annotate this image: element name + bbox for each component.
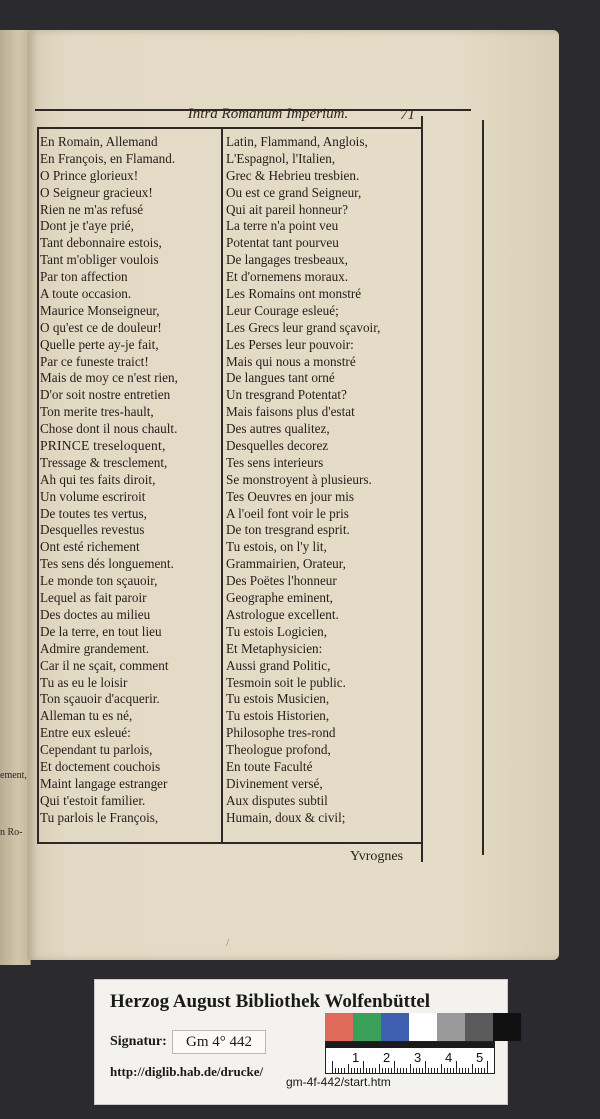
paper-mark: / xyxy=(226,937,230,949)
verse-line: Et doctement couchois xyxy=(40,758,161,774)
verse-line: Chose dont il nous chault. xyxy=(40,421,178,437)
verse-line: Qui t'estoit familier. xyxy=(40,792,146,808)
verse-line: A toute occasion. xyxy=(40,286,132,302)
ruler-tick xyxy=(475,1068,476,1073)
verse-line: Dont je t'aye prié, xyxy=(40,218,134,234)
ruler-tick xyxy=(406,1068,407,1073)
ruler-dark-band xyxy=(326,1042,494,1048)
verse-line: Latin, Flammand, Anglois, xyxy=(226,134,368,149)
ruler-number: 4 xyxy=(445,1050,453,1065)
verse-line: Grec & Hebrieu tresbien. xyxy=(226,167,360,183)
verse-line: Theologue profond, xyxy=(226,742,331,758)
color-swatch xyxy=(353,1013,381,1041)
verse-line: O Prince glorieux! xyxy=(40,167,139,183)
verse-line: Aux disputes subtil xyxy=(226,792,328,808)
verse-line: Tu estois Musicien, xyxy=(226,691,330,707)
ruler-tick xyxy=(400,1068,401,1073)
verse-line: Tant m'obliger voulois xyxy=(40,252,159,268)
ruler-tick xyxy=(354,1068,355,1073)
margin-fragment: ement, xyxy=(0,770,27,781)
verse-line: Tu parlois le François, xyxy=(40,809,159,825)
verse-line: Qui ait pareil honneur? xyxy=(226,201,348,217)
verse-line: Tes sens dés longuement. xyxy=(40,556,174,572)
verse-line: Tu estois Logicien, xyxy=(226,623,327,639)
color-swatch xyxy=(409,1013,437,1041)
verse-line: De la terre, en tout lieu xyxy=(40,623,162,639)
verse-line: Mais de moy ce n'est rien, xyxy=(40,370,178,386)
color-swatch xyxy=(325,1013,353,1041)
verse-line: Tu estois Historien, xyxy=(226,708,330,724)
ruler-tick xyxy=(348,1064,349,1073)
ruler-tick xyxy=(335,1068,336,1073)
verse-line: Tes sens interieurs xyxy=(226,454,324,470)
ruler-tick xyxy=(487,1061,488,1073)
verse-line: Des doctes au milieu xyxy=(40,606,151,622)
verse-line: Des autres qualitez, xyxy=(226,421,330,437)
verse-line: Desquelles revestus xyxy=(40,522,145,538)
ruler-number: 5 xyxy=(476,1050,484,1065)
ruler-tick xyxy=(453,1068,454,1073)
ruler-tick xyxy=(481,1068,482,1073)
ruler-tick xyxy=(388,1068,389,1073)
verse-line: O qu'est ce de douleur! xyxy=(40,319,162,335)
color-swatch xyxy=(381,1013,409,1041)
color-swatch xyxy=(437,1013,465,1041)
verse-line: Et d'ornemens moraux. xyxy=(226,269,349,285)
ruler-tick xyxy=(472,1064,473,1073)
verse-line: Alleman tu es né, xyxy=(40,708,133,724)
verse-line: Tu as eu le loisir xyxy=(40,674,128,690)
ruler-tick xyxy=(456,1061,457,1073)
verse-line: Les Grecs leur grand sçavoir, xyxy=(226,319,381,335)
ruler-tick xyxy=(372,1068,373,1073)
ruler-tick xyxy=(413,1068,414,1073)
verse-line: Quelle perte ay-je fait, xyxy=(40,336,159,352)
ruler-tick xyxy=(425,1061,426,1073)
outer-margin-rule xyxy=(482,120,484,855)
verse-line: Admire grandement. xyxy=(40,640,150,656)
verse-line: Ou est ce grand Seigneur, xyxy=(226,184,362,200)
left-verse-column xyxy=(40,134,225,827)
ruler-tick xyxy=(478,1068,479,1073)
ruler-tick xyxy=(382,1068,383,1073)
verse-line: Aussi grand Politic, xyxy=(226,657,331,673)
verse-line: De toutes tes vertus, xyxy=(40,505,147,521)
verse-line: De langages tresbeaux, xyxy=(226,252,348,268)
ruler-tick xyxy=(344,1068,345,1073)
verse-line: Se monstroyent à plusieurs. xyxy=(226,471,372,487)
verse-line: Tressage & tresclement, xyxy=(40,454,168,470)
ruler-tick xyxy=(338,1068,339,1073)
ruler-tick xyxy=(484,1068,485,1073)
ruler-tick xyxy=(465,1068,466,1073)
ruler-tick xyxy=(410,1064,411,1073)
verse-line: Maint langage estranger xyxy=(40,775,168,791)
verse-line: Mais qui nous a monstré xyxy=(226,353,356,369)
ruler-tick xyxy=(375,1068,376,1073)
verse-line: Mais faisons plus d'estat xyxy=(226,404,355,420)
ruler-number: 1 xyxy=(352,1050,360,1065)
signatur-label: Signatur: xyxy=(110,1034,167,1049)
running-head: Intra Romanum Imperium. xyxy=(187,106,349,122)
library-name: Herzog August Bibliothek Wolfenbüttel xyxy=(110,991,431,1012)
verse-line: Un volume escriroit xyxy=(40,488,146,504)
ruler-tick xyxy=(434,1068,435,1073)
frame-top-rule xyxy=(37,127,422,129)
verse-line: Les Romains ont monstré xyxy=(226,286,362,302)
ruler-number: 3 xyxy=(414,1050,422,1065)
verse-line: Cependant tu parlois, xyxy=(40,742,153,758)
ruler-tick xyxy=(351,1068,352,1073)
ruler-tick xyxy=(416,1068,417,1073)
ruler-tick xyxy=(437,1068,438,1073)
verse-line: Grammairien, Orateur, xyxy=(226,556,346,572)
signatur-value: Gm 4° 442 xyxy=(172,1030,266,1054)
verse-line: Potentat tant pourveu xyxy=(226,235,339,251)
verse-line: Car il ne sçait, comment xyxy=(40,657,169,673)
right-verse-column xyxy=(226,134,422,827)
verse-line: Humain, doux & civil; xyxy=(226,809,346,825)
verse-line: Leur Courage esleué; xyxy=(226,302,339,318)
ruler-tick xyxy=(366,1068,367,1073)
verse-line: Ton merite tres-hault, xyxy=(40,404,154,420)
ruler-tick xyxy=(363,1061,364,1073)
verse-line: Par ton affection xyxy=(40,269,128,285)
verse-line: O Seigneur gracieux! xyxy=(40,184,153,200)
margin-fragment: n Ro- xyxy=(0,827,23,838)
ruler-tick xyxy=(357,1068,358,1073)
verse-line: De ton tresgrand esprit. xyxy=(226,522,350,538)
frame-bottom-rule xyxy=(37,842,422,844)
verse-line: D'or soit nostre entretien xyxy=(40,387,171,403)
ruler-tick xyxy=(422,1068,423,1073)
catchword: Yvrognes xyxy=(350,849,404,864)
verse-line: L'Espagnol, l'Italien, xyxy=(226,150,336,166)
verse-line: Astrologue excellent. xyxy=(226,606,339,622)
color-swatch xyxy=(493,1013,521,1041)
verse-line: Ont esté richement xyxy=(40,539,140,555)
verse-line: PRINCE treseloquent, xyxy=(40,438,166,454)
ruler-tick xyxy=(419,1068,420,1073)
verse-line: Ah qui tes faits diroit, xyxy=(40,471,156,487)
ruler-tick xyxy=(397,1068,398,1073)
ruler-tick xyxy=(459,1068,460,1073)
verse-line: Des Poëtes l'honneur xyxy=(226,573,337,589)
ruler-tick xyxy=(428,1068,429,1073)
verse-line: Et Metaphysicien: xyxy=(226,640,323,656)
verse-line: Desquelles decorez xyxy=(226,438,329,454)
verse-line: Tesmoin soit le public. xyxy=(226,674,346,690)
ruler-tick xyxy=(341,1068,342,1073)
verse-line: En François, en Flamand. xyxy=(40,150,176,166)
scale-ruler xyxy=(325,1041,495,1074)
ruler-tick xyxy=(394,1061,395,1073)
verse-line: Le monde ton sçauoir, xyxy=(40,573,158,589)
verse-line: Tant debonnaire estois, xyxy=(40,235,162,251)
verse-line: Philosophe tres-rond xyxy=(226,725,336,741)
ruler-number: 2 xyxy=(383,1050,391,1065)
verse-line: Maurice Monseigneur, xyxy=(40,302,160,318)
verse-line: Divinement versé, xyxy=(226,775,323,791)
ruler-tick xyxy=(391,1068,392,1073)
verse-line: Ton sçauoir d'acquerir. xyxy=(40,691,160,707)
ruler-tick xyxy=(369,1068,370,1073)
ruler-tick xyxy=(441,1064,442,1073)
ruler-tick xyxy=(447,1068,448,1073)
ruler-tick xyxy=(360,1068,361,1073)
verse-line: Un tresgrand Potentat? xyxy=(226,387,347,403)
frame-left-rule xyxy=(37,127,39,843)
verse-line: Geographe eminent, xyxy=(226,590,333,606)
ruler-tick xyxy=(450,1068,451,1073)
verse-line: De langues tant orné xyxy=(226,370,335,386)
verse-line: Par ce funeste traict! xyxy=(40,353,149,369)
ruler-tick xyxy=(468,1068,469,1073)
color-swatch xyxy=(465,1013,493,1041)
verse-line: A l'oeil font voir le pris xyxy=(226,505,349,521)
ruler-tick xyxy=(332,1061,333,1073)
ruler-tick xyxy=(431,1068,432,1073)
verse-line: Rien ne m'as refusé xyxy=(40,201,144,217)
ruler-tick xyxy=(444,1068,445,1073)
verse-line: En toute Faculté xyxy=(226,758,313,774)
verse-line: Lequel as fait paroir xyxy=(40,590,147,606)
url-prefix[interactable]: http://diglib.hab.de/drucke/ xyxy=(110,1064,264,1079)
verse-line: La terre n'a point veu xyxy=(226,218,339,234)
color-chart xyxy=(325,1013,521,1041)
verse-line: Entre eux esleué: xyxy=(40,725,131,741)
page-number: 71 xyxy=(400,107,415,123)
verse-line: Tes Oeuvres en jour mis xyxy=(226,488,354,504)
ruler-tick xyxy=(403,1068,404,1073)
verse-line: Les Perses leur pouvoir: xyxy=(226,336,354,352)
ruler-tick xyxy=(385,1068,386,1073)
url-suffix[interactable]: gm-4f-442/start.htm xyxy=(286,1075,391,1089)
ruler-tick xyxy=(379,1064,380,1073)
verse-line: En Romain, Allemand xyxy=(40,134,158,149)
ruler-tick xyxy=(462,1068,463,1073)
verse-line: Tu estois, on l'y lit, xyxy=(226,539,327,555)
